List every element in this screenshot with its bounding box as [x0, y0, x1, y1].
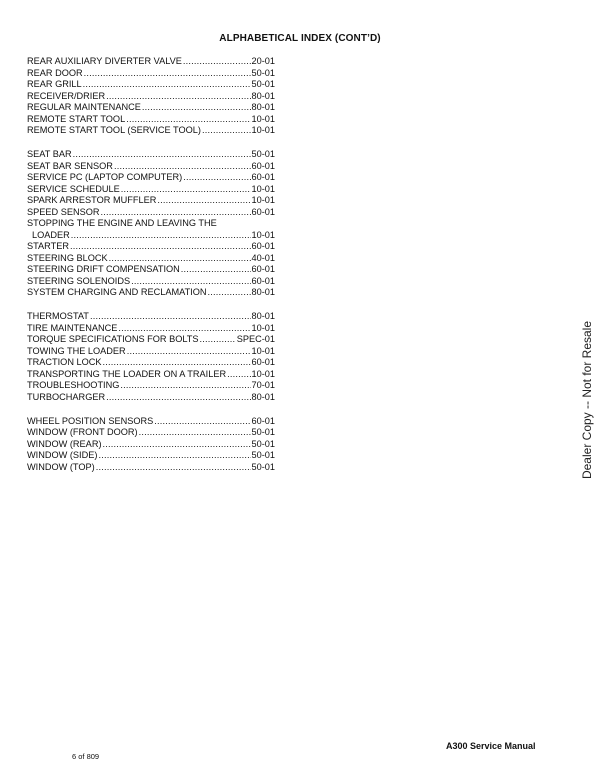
index-entry [27, 357, 275, 369]
index-entry [27, 439, 275, 451]
index-group [27, 416, 275, 474]
index-entry-label: WHEEL POSITION SENSORS [27, 415, 154, 426]
index-entry-label: STEERING SOLENOIDS [27, 275, 131, 286]
index-entry-page: 60-01 [251, 206, 275, 217]
dot-leader [142, 102, 251, 114]
index-entry [27, 462, 275, 474]
dot-leader [208, 287, 251, 299]
index-entry-label: STARTER [27, 241, 70, 251]
dot-leader [70, 241, 250, 253]
index-entry [27, 427, 275, 439]
page-title: ALPHABETICAL INDEX (CONT’D) [219, 33, 381, 44]
index-entry-label: TRANSPORTING THE LOADER ON A TRAILER [27, 368, 227, 379]
index-entry-page: 10-01 [251, 195, 275, 205]
dot-leader [83, 79, 251, 91]
index-entry [27, 264, 275, 276]
dot-leader [202, 125, 251, 137]
index-entry-page: 80-01 [251, 311, 275, 321]
index-entry-label: SEAT BAR SENSOR [27, 160, 113, 171]
index-entry-page: 80-01 [251, 102, 275, 112]
dot-leader [183, 172, 250, 184]
dot-leader [101, 207, 251, 219]
index-entry-page: 60-01 [251, 415, 275, 426]
dot-leader [154, 416, 250, 428]
dot-leader [71, 230, 251, 242]
index-entry [27, 450, 275, 462]
index-entry [27, 276, 275, 288]
manual-title: A300 Service Manual [446, 741, 536, 751]
index-entry [27, 334, 275, 346]
index-entry-page: 60-01 [251, 172, 275, 182]
index-entry-page: 10-01 [251, 183, 275, 194]
index-entry [27, 323, 275, 335]
index-entry-page: 50-01 [251, 450, 275, 460]
index-group [27, 56, 275, 137]
index-entry-label: SPEED SENSOR [27, 206, 100, 217]
dot-leader [98, 450, 250, 462]
dot-leader [109, 253, 251, 265]
index-entry [27, 149, 275, 161]
index-entry [27, 125, 275, 137]
index-entry-page: 10-01 [251, 368, 275, 379]
index-entry [27, 161, 275, 173]
dot-leader [96, 462, 251, 474]
dot-leader [139, 427, 251, 439]
index-entry [27, 91, 275, 103]
index-entry-page: 80-01 [251, 391, 275, 402]
index-group [27, 149, 275, 299]
index-entry-label: WINDOW (SIDE) [27, 450, 98, 460]
dot-leader [131, 276, 250, 288]
index-entry-label: SERVICE PC (LAPTOP COMPUTER) [27, 172, 183, 182]
index-entry-label: TROUBLESHOOTING [27, 380, 120, 390]
index-entry [27, 253, 275, 265]
index-entry-page: 10-01 [251, 125, 275, 135]
index-entry-label: TORQUE SPECIFICATIONS FOR BOLTS [27, 334, 199, 344]
index-entry-page: 60-01 [251, 264, 275, 274]
dot-leader [106, 392, 250, 404]
index-entry-label: SYSTEM CHARGING AND RECLAMATION [27, 287, 207, 297]
index-entry-page: 60-01 [251, 357, 275, 367]
index-entry-label: WINDOW (FRONT DOOR) [27, 427, 138, 437]
alphabetical-index [27, 56, 275, 486]
index-entry-page: 10-01 [251, 345, 275, 356]
index-entry-label: STEERING DRIFT COMPENSATION [27, 264, 180, 274]
index-entry-label: TOWING THE LOADER [27, 345, 126, 356]
index-entry [27, 79, 275, 91]
index-entry-page: 60-01 [251, 275, 275, 286]
dot-leader [121, 184, 251, 196]
index-entry [27, 114, 275, 126]
index-entry-page: 50-01 [251, 461, 275, 472]
index-entry-page: SPEC-01 [236, 334, 275, 344]
index-entry-label: STOPPING THE ENGINE AND LEAVING THE [27, 218, 217, 228]
index-entry-label: LOADER [32, 229, 70, 240]
watermark: Dealer Copy -- Not for Resale [580, 320, 594, 480]
index-entry-page: 10-01 [251, 229, 275, 240]
index-entry-label: SEAT BAR [27, 149, 72, 159]
index-entry-page: 80-01 [251, 287, 275, 297]
dot-leader [227, 369, 250, 381]
dot-leader [114, 161, 251, 173]
index-entry-label: THERMOSTAT [27, 311, 89, 321]
index-entry [27, 207, 275, 219]
index-entry-page: 80-01 [251, 90, 275, 101]
dot-leader [157, 195, 250, 207]
index-entry-label: WINDOW (REAR) [27, 438, 102, 449]
index-entry [27, 241, 275, 253]
index-entry-page: 50-01 [251, 79, 275, 89]
dot-leader [118, 323, 250, 335]
index-entry-page: 70-01 [251, 380, 275, 390]
index-entry-page: 50-01 [251, 67, 275, 78]
index-entry-label: TIRE MAINTENANCE [27, 322, 118, 333]
index-entry-label: SPARK ARRESTOR MUFFLER [27, 195, 157, 205]
dot-leader [127, 346, 251, 358]
index-entry [27, 102, 275, 114]
index-entry [27, 369, 275, 381]
index-group [27, 311, 275, 403]
index-entry-label: TRACTION LOCK [27, 357, 102, 367]
dot-leader [181, 264, 251, 276]
dot-leader [103, 439, 251, 451]
index-entry-label: REAR DOOR [27, 67, 83, 78]
dot-leader [106, 91, 250, 103]
dot-leader [126, 114, 250, 126]
index-entry-label: TURBOCHARGER [27, 391, 106, 402]
dot-leader [90, 311, 251, 323]
index-entry-page: 20-01 [251, 56, 275, 66]
index-entry-label: STEERING BLOCK [27, 252, 108, 263]
dot-leader [103, 357, 251, 369]
index-entry-label: REMOTE START TOOL [27, 113, 126, 124]
index-entry-label: WINDOW (TOP) [27, 461, 95, 472]
index-entry [27, 311, 275, 323]
index-entry [27, 287, 275, 299]
index-entry-page: 10-01 [251, 113, 275, 124]
dot-leader [200, 334, 236, 346]
index-entry-page: 50-01 [251, 149, 275, 159]
index-entry-page: 60-01 [251, 241, 275, 251]
index-entry [27, 56, 275, 68]
index-entry [27, 380, 275, 392]
index-entry-page: 50-01 [251, 438, 275, 449]
index-entry [27, 184, 275, 196]
index-entry-label: SERVICE SCHEDULE [27, 183, 120, 194]
index-entry [27, 230, 275, 242]
index-entry-label: RECEIVER/DRIER [27, 90, 106, 101]
index-entry-label: REMOTE START TOOL (SERVICE TOOL) [27, 125, 201, 135]
index-entry-page: 10-01 [251, 322, 275, 333]
index-entry [27, 195, 275, 207]
index-entry-page: 60-01 [251, 160, 275, 171]
index-entry-page: 40-01 [251, 252, 275, 263]
index-entry-label: REAR GRILL [27, 79, 82, 89]
page-count: 6 of 809 [72, 752, 100, 761]
index-entry-label: REAR AUXILIARY DIVERTER VALVE [27, 56, 182, 66]
dot-leader [183, 56, 251, 68]
index-entry [27, 68, 275, 80]
dot-leader [120, 380, 250, 392]
dot-leader [84, 68, 251, 80]
index-entry-page: 50-01 [251, 427, 275, 437]
index-entry [27, 416, 275, 428]
index-entry-label: REGULAR MAINTENANCE [27, 102, 141, 112]
dot-leader [73, 149, 251, 161]
index-entry [27, 392, 275, 404]
index-entry [27, 346, 275, 358]
index-entry [27, 172, 275, 184]
